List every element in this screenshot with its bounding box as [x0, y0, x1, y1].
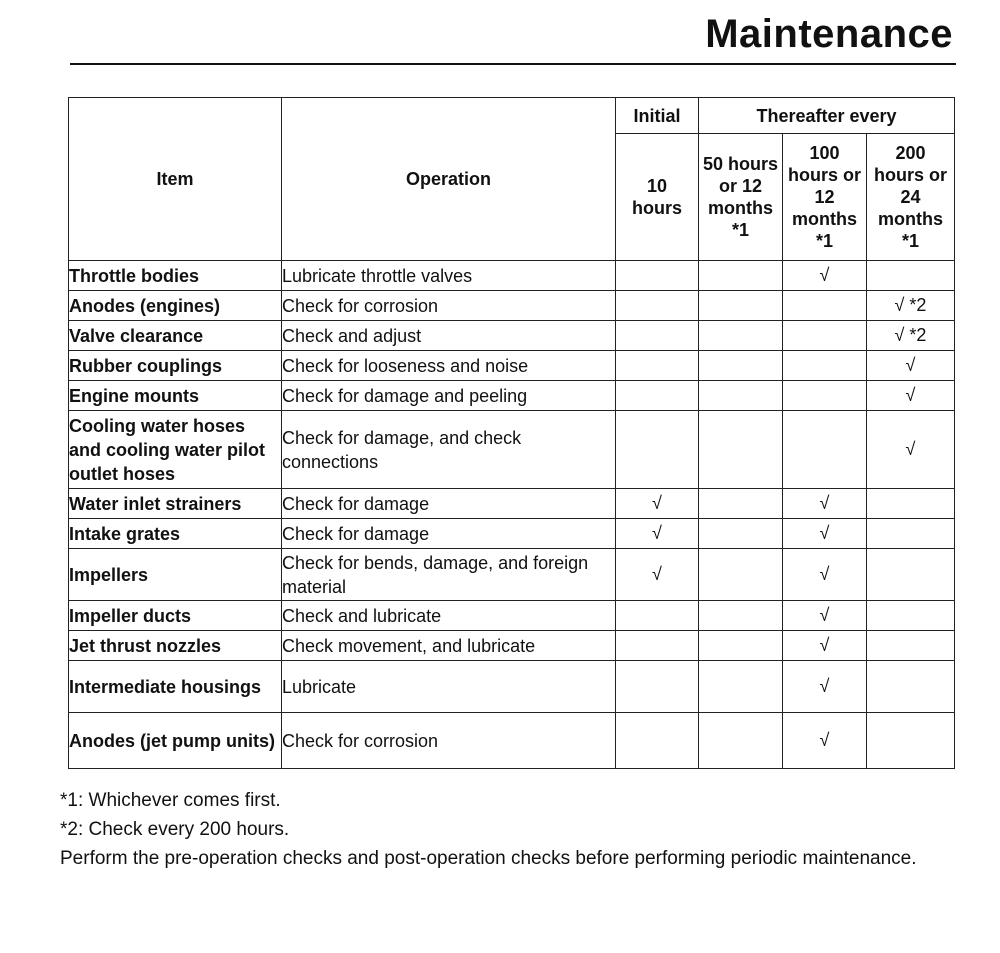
check-10-hours	[616, 411, 699, 489]
table-row	[69, 291, 955, 321]
row-operation: Check for corrosion	[282, 713, 616, 769]
check-10-hours	[616, 381, 699, 411]
check-100-hours	[783, 381, 867, 411]
check-10-hours	[616, 351, 699, 381]
header-thereafter: Thereafter every	[699, 98, 955, 134]
check-50-hours	[699, 291, 783, 321]
header-50-hours: 50 hours or 12 months *1	[699, 134, 783, 261]
check-200-hours	[867, 661, 955, 713]
check-100-hours	[783, 321, 867, 351]
row-item: Rubber couplings	[69, 351, 282, 381]
check-50-hours	[699, 631, 783, 661]
row-operation: Check for bends, damage, and foreign material	[282, 549, 616, 601]
header-operation: Operation	[282, 98, 616, 261]
check-10-hours	[616, 601, 699, 631]
header-10-hours: 10 hours	[616, 134, 699, 261]
header-item: Item	[69, 98, 282, 261]
row-item: Engine mounts	[69, 381, 282, 411]
row-item: Impeller ducts	[69, 601, 282, 631]
table-row	[69, 261, 955, 291]
check-200-hours: √	[867, 351, 955, 381]
check-10-hours	[616, 261, 699, 291]
check-50-hours	[699, 519, 783, 549]
row-operation: Lubricate throttle valves	[282, 261, 616, 291]
check-10-hours	[616, 661, 699, 713]
check-200-hours	[867, 713, 955, 769]
table-row	[69, 713, 955, 769]
title-divider	[70, 63, 956, 65]
table-row	[69, 519, 955, 549]
footnote-instruction: Perform the pre-operation checks and post-operation checks before performing periodic maintenance.	[60, 848, 917, 869]
row-item: Cooling water hoses and cooling water pilot outlet hoses	[69, 411, 282, 489]
page-title: Maintenance	[705, 12, 953, 56]
table-row	[69, 549, 955, 601]
row-operation: Check for looseness and noise	[282, 351, 616, 381]
check-100-hours: √	[783, 601, 867, 631]
table-row	[69, 631, 955, 661]
check-200-hours	[867, 631, 955, 661]
table-row	[69, 351, 955, 381]
row-operation: Check for damage	[282, 519, 616, 549]
table-row	[69, 411, 955, 489]
table-row	[69, 321, 955, 351]
footnote-2: *2: Check every 200 hours.	[60, 819, 290, 840]
row-item: Throttle bodies	[69, 261, 282, 291]
check-200-hours: √ *2	[867, 291, 955, 321]
check-10-hours	[616, 291, 699, 321]
row-operation: Check for corrosion	[282, 291, 616, 321]
table-row	[69, 601, 955, 631]
check-200-hours: √	[867, 381, 955, 411]
row-item: Impellers	[69, 549, 282, 601]
row-operation: Lubricate	[282, 661, 616, 713]
check-50-hours	[699, 549, 783, 601]
check-50-hours	[699, 411, 783, 489]
check-100-hours: √	[783, 631, 867, 661]
check-100-hours	[783, 411, 867, 489]
check-100-hours: √	[783, 549, 867, 601]
row-item: Valve clearance	[69, 321, 282, 351]
check-10-hours	[616, 631, 699, 661]
check-50-hours	[699, 261, 783, 291]
table-row	[69, 489, 955, 519]
check-200-hours	[867, 489, 955, 519]
row-operation: Check for damage, and check connections	[282, 411, 616, 489]
check-200-hours: √	[867, 411, 955, 489]
row-operation: Check movement, and lubricate	[282, 631, 616, 661]
row-item: Anodes (jet pump units)	[69, 713, 282, 769]
footnote-1: *1: Whichever comes first.	[60, 790, 281, 811]
check-100-hours: √	[783, 261, 867, 291]
check-50-hours	[699, 381, 783, 411]
row-item: Jet thrust nozzles	[69, 631, 282, 661]
check-50-hours	[699, 489, 783, 519]
check-50-hours	[699, 351, 783, 381]
table-row	[69, 381, 955, 411]
check-100-hours: √	[783, 713, 867, 769]
check-100-hours: √	[783, 519, 867, 549]
check-50-hours	[699, 601, 783, 631]
check-200-hours	[867, 549, 955, 601]
check-50-hours	[699, 661, 783, 713]
row-operation: Check and lubricate	[282, 601, 616, 631]
check-10-hours	[616, 321, 699, 351]
check-10-hours: √	[616, 519, 699, 549]
row-operation: Check for damage	[282, 489, 616, 519]
check-100-hours	[783, 291, 867, 321]
row-item: Water inlet strainers	[69, 489, 282, 519]
check-10-hours: √	[616, 489, 699, 519]
check-100-hours: √	[783, 661, 867, 713]
row-item: Intermediate housings	[69, 661, 282, 713]
maintenance-schedule-table	[68, 97, 955, 769]
header-200-hours: 200 hours or 24 months *1	[867, 134, 955, 261]
check-100-hours: √	[783, 489, 867, 519]
check-100-hours	[783, 351, 867, 381]
header-initial: Initial	[616, 98, 699, 134]
footnotes	[60, 786, 950, 873]
row-operation: Check for damage and peeling	[282, 381, 616, 411]
row-item: Anodes (engines)	[69, 291, 282, 321]
row-operation: Check and adjust	[282, 321, 616, 351]
row-item: Intake grates	[69, 519, 282, 549]
check-10-hours: √	[616, 549, 699, 601]
check-200-hours	[867, 601, 955, 631]
header-100-hours: 100 hours or 12 months *1	[783, 134, 867, 261]
check-50-hours	[699, 321, 783, 351]
check-10-hours	[616, 713, 699, 769]
check-200-hours: √ *2	[867, 321, 955, 351]
table-row	[69, 661, 955, 713]
check-200-hours	[867, 519, 955, 549]
check-200-hours	[867, 261, 955, 291]
check-50-hours	[699, 713, 783, 769]
